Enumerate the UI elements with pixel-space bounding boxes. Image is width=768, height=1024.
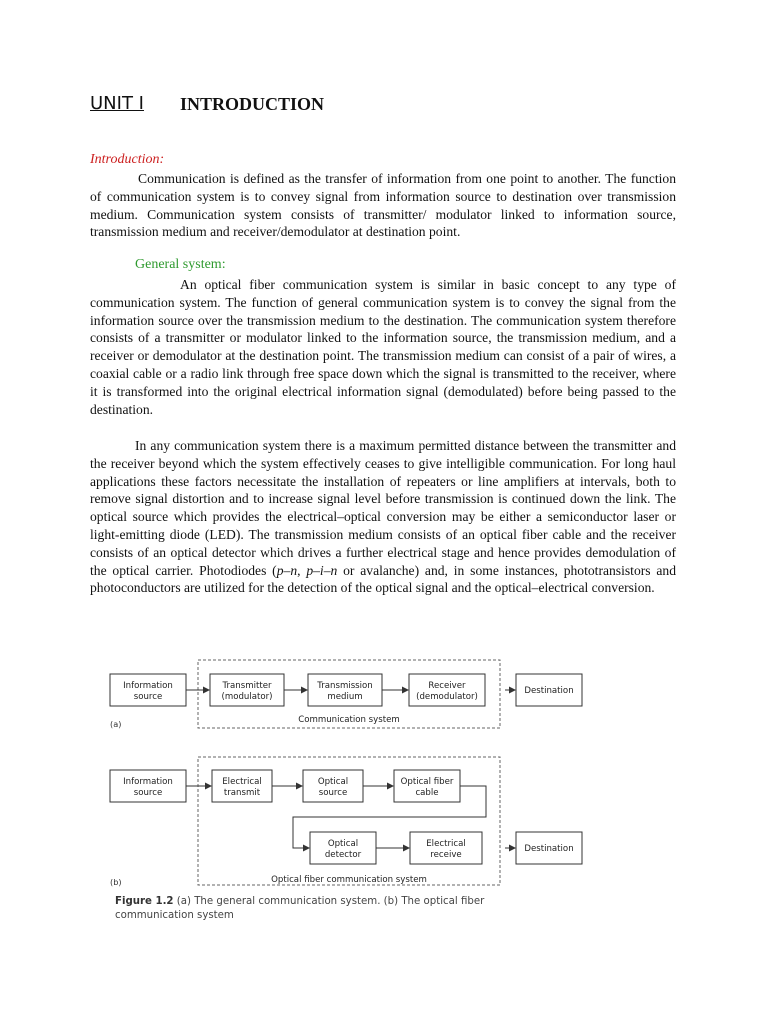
- fiber-cable-label2: cable: [415, 788, 439, 798]
- electrical-transmit-label1: Electrical: [222, 777, 262, 787]
- figure-caption-text: (a) The general communication system. (b) The optical fiber communication system: [115, 896, 485, 921]
- introduction-text: Communication is defined as the transfer of information from one point to another. The function of communication system is to convey signal from information source to destination over transmission medium. Communication system consists of transmitter/ modulator linked to information source, transmission medium and receiver/demodulator at destination point.: [90, 171, 676, 240]
- general-system-heading: General system:: [135, 257, 226, 272]
- p3-text-a: In any communication system there is a maximum permitted distance between the transmitter and the receiver beyond which the system effectively ceases to give intelligible communication. For long haul applications these factors necessitate the installation of repeaters or line amplifiers at intervals, both to remove signal distortion and to increase signal level before transmission is continued down the link. The optical source which provides the electrical–optical conversion may be either a semiconductor laser or light-emitting diode (LED). The transmission medium consists of an optical fiber cable and the receiver consists of an optical detector which drives a further electrical stage and hence provides demodulation of the optical carrier. Photodiodes (: [90, 438, 676, 578]
- optical-source-label1: Optical: [317, 777, 349, 787]
- pn-term: p–n: [276, 562, 298, 578]
- fiber-cable-label1: Optical fiber: [400, 777, 454, 787]
- figure-b-label: (b): [110, 877, 122, 887]
- communication-system-figure: [105, 655, 505, 900]
- figure-number: Figure 1.2: [115, 896, 174, 907]
- optical-source-label2: source: [318, 788, 348, 798]
- figure-caption: [115, 895, 515, 923]
- electrical-receive-label1: Electrical: [426, 839, 466, 849]
- electrical-transmit-label2: transmit: [223, 788, 261, 798]
- page-title: INTRODUCTION: [180, 94, 325, 114]
- destination-label-b: Destination: [524, 844, 574, 854]
- communication-paragraph: [90, 437, 676, 597]
- figure-a-label: (a): [110, 719, 122, 729]
- diagram-b: [110, 770, 486, 887]
- p3-text-b: or avalanche) and, in some instances, phototransistors and photoconductors are utilized for the detection of the optical signal and the optical–electrical conversion.: [90, 562, 677, 596]
- transmitter-label2: (modulator): [221, 692, 273, 702]
- destination-label-a: Destination: [524, 686, 574, 696]
- introduction-paragraph: [90, 170, 676, 241]
- optical-detector-label2: detector: [324, 850, 362, 860]
- diagram-a: [110, 674, 485, 729]
- medium-label2: medium: [327, 692, 363, 702]
- communication-system-label: Communication system: [298, 715, 400, 725]
- info-source-label-a2: source: [133, 692, 163, 702]
- info-source-label-b2: source: [133, 788, 163, 798]
- general-system-paragraph: [90, 276, 676, 418]
- optical-system-label: Optical fiber communication system: [271, 875, 427, 885]
- info-source-label-b1: Information: [123, 777, 173, 787]
- optical-detector-label1: Optical: [327, 839, 359, 849]
- unit-label: UNIT I: [90, 93, 144, 114]
- transmitter-label1: Transmitter: [222, 681, 272, 691]
- introduction-heading: Introduction:: [90, 152, 165, 167]
- medium-label1: Transmission: [317, 681, 373, 691]
- pin-term: p–i–n: [306, 562, 338, 578]
- electrical-receive-label2: receive: [430, 850, 462, 860]
- info-source-label-a1: Information: [123, 681, 173, 691]
- destination-column: [505, 655, 595, 900]
- general-system-text: An optical fiber communication system is similar in basic concept to any type of communication system. The function of general communication system is to convey the signal from the information source over the transmission medium to the destination. The communication system therefore consists of a transmitter or modulator linked to the information source, the transmission medium, and a receiver or demodulator at the destination point. The transmission medium can consist of a pair of wires, a coaxial cable or a radio link through free space down which the signal is transmitted to the receiver, where it is transformed into the original electrical information signal (demodulated) before being passed to the destination.: [90, 277, 676, 417]
- p3-separator: ,: [297, 562, 307, 578]
- receiver-label2: (demodulator): [416, 692, 478, 702]
- receiver-label1: Receiver: [428, 681, 466, 691]
